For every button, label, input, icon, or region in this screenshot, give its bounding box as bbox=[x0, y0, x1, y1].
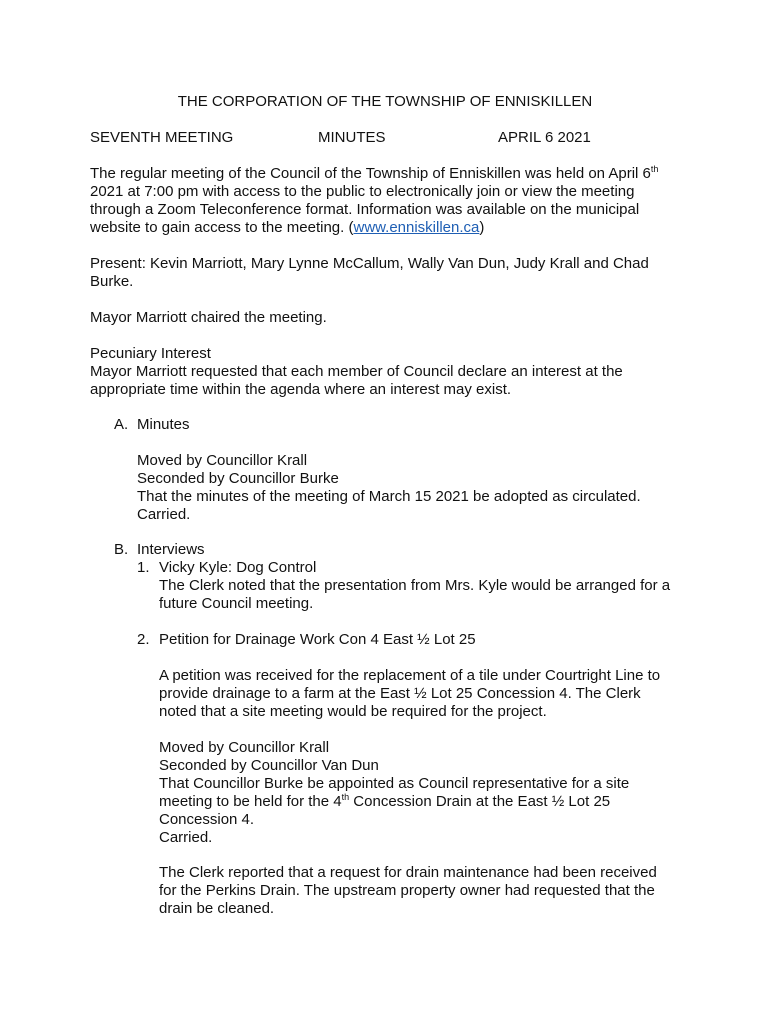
item-2-resolution-line-1: That Councillor Burke be appointed as Council representative for a site bbox=[159, 775, 630, 792]
section-a-resolution: That the minutes of the meeting of March 15 2021 be adopted as circulated. bbox=[137, 488, 641, 505]
intro-line-4 bbox=[90, 219, 484, 237]
intro-line-2: 2021 at 7:00 pm with access to the public to electronically join or view the meeting bbox=[90, 183, 635, 200]
section-a-title: Minutes bbox=[137, 416, 190, 433]
intro-line-1 bbox=[90, 165, 658, 183]
item-2-carried: Carried. bbox=[159, 829, 213, 846]
item-2-para-2-line-1: The Clerk reported that a request for drain maintenance had been received bbox=[159, 864, 657, 881]
item-2-resolution-line-2-end: Concession Drain at the East ½ Lot 25 bbox=[349, 793, 611, 810]
item-2-moved: Moved by Councillor Krall bbox=[159, 739, 330, 756]
intro-superscript: th bbox=[650, 164, 659, 174]
intro-line-1-text: The regular meeting of the Council of the Township of Enniskillen was held on April 6 bbox=[90, 165, 651, 182]
item-2-resolution-line-2-start: meeting to be held for the 4 bbox=[159, 793, 342, 810]
item-2-para-2-line-3: drain be cleaned. bbox=[159, 900, 275, 917]
intro-line-4-text: website to gain access to the meeting. ( bbox=[90, 219, 354, 236]
document-title: THE CORPORATION OF THE TOWNSHIP OF ENNISKILLEN bbox=[177, 93, 593, 110]
pecuniary-line-2: appropriate time within the agenda where an interest may exist. bbox=[90, 381, 512, 398]
document-type: MINUTES bbox=[318, 129, 386, 146]
item-2-para-2-line-2: for the Perkins Drain. The upstream property owner had requested that the bbox=[159, 882, 655, 899]
chair-statement: Mayor Marriott chaired the meeting. bbox=[90, 309, 327, 326]
item-2-title: Petition for Drainage Work Con 4 East ½ Lot 25 bbox=[159, 631, 476, 648]
item-2-superscript: th bbox=[341, 792, 350, 802]
pecuniary-heading: Pecuniary Interest bbox=[90, 345, 211, 362]
section-a-moved: Moved by Councillor Krall bbox=[137, 452, 308, 469]
item-2-seconded: Seconded by Councillor Van Dun bbox=[159, 757, 379, 774]
item-1-title: Vicky Kyle: Dog Control bbox=[159, 559, 317, 576]
pecuniary-line-1: Mayor Marriott requested that each member of Council declare an interest at the bbox=[90, 363, 623, 380]
item-2-para-1-line-2: provide drainage to a farm at the East ½ Lot 25 Concession 4. The Clerk bbox=[159, 685, 641, 702]
section-b-marker: B. bbox=[114, 541, 129, 558]
meeting-date: APRIL 6 2021 bbox=[498, 129, 591, 146]
meeting-number: SEVENTH MEETING bbox=[90, 129, 234, 146]
intro-line-3: through a Zoom Teleconference format. Information was available on the municipal bbox=[90, 201, 640, 218]
item-2-resolution-line-2 bbox=[159, 793, 610, 811]
item-2-resolution-line-3: Concession 4. bbox=[159, 811, 255, 828]
website-link[interactable]: www.enniskillen.ca bbox=[353, 219, 480, 236]
item-1-line-2: future Council meeting. bbox=[159, 595, 314, 612]
item-1-marker: 1. bbox=[137, 559, 150, 576]
section-a-seconded: Seconded by Councillor Burke bbox=[137, 470, 339, 487]
section-a-carried: Carried. bbox=[137, 506, 191, 523]
intro-line-4-close: ) bbox=[479, 219, 485, 236]
section-b-title: Interviews bbox=[137, 541, 205, 558]
present-line-1: Present: Kevin Marriott, Mary Lynne McCallum, Wally Van Dun, Judy Krall and Chad bbox=[90, 255, 649, 272]
item-2-para-1-line-3: noted that a site meeting would be required for the project. bbox=[159, 703, 547, 720]
item-1-line-1: The Clerk noted that the presentation from Mrs. Kyle would be arranged for a bbox=[159, 577, 671, 594]
present-line-2: Burke. bbox=[90, 273, 134, 290]
item-2-para-1-line-1: A petition was received for the replacement of a tile under Courtright Line to bbox=[159, 667, 661, 684]
item-2-marker: 2. bbox=[137, 631, 150, 648]
section-a-marker: A. bbox=[114, 416, 129, 433]
